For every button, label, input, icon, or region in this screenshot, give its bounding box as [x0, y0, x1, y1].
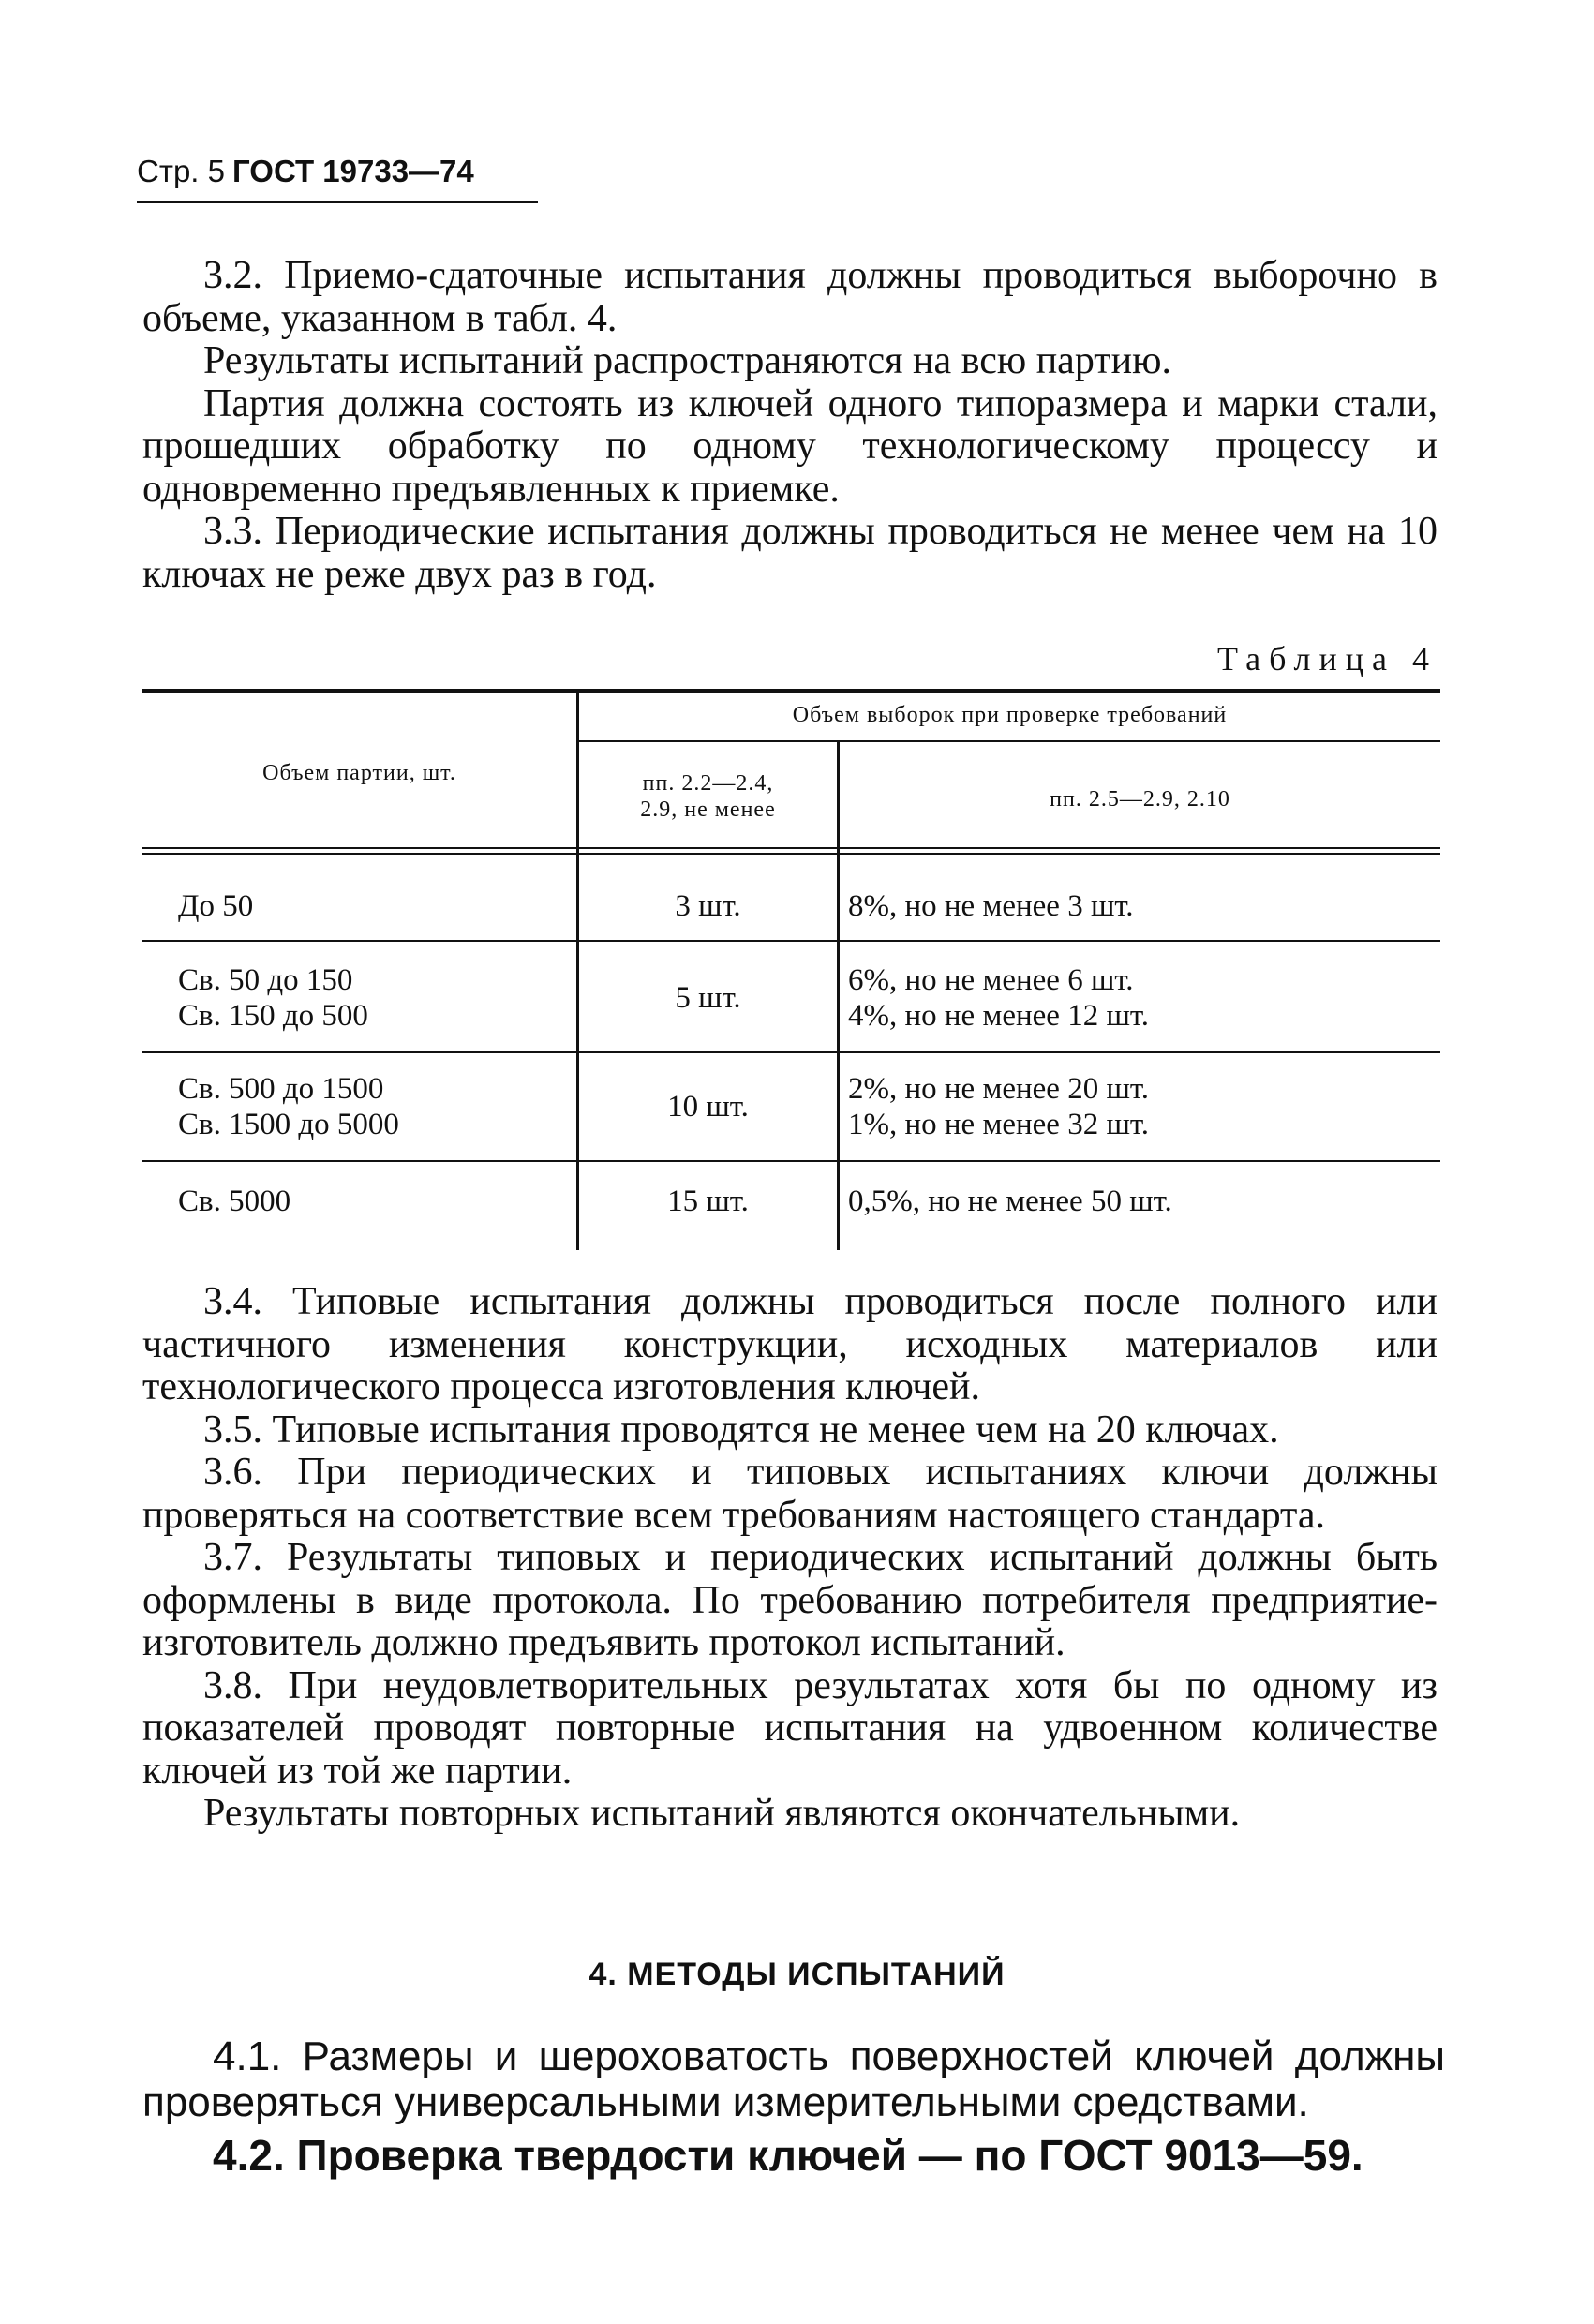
table-cell: 6%, но не менее 6 шт. 4%, но не менее 12 шт.: [848, 963, 1150, 1033]
header-bottom-rule-1: [142, 847, 1440, 849]
group-header-rule: [579, 740, 1440, 742]
page-number: Стр. 5: [137, 154, 225, 188]
section4-text: [142, 2034, 1445, 2179]
row-rule-3: [142, 1160, 1440, 1162]
table-row: Св. 5000: [178, 1184, 291, 1218]
table-cell: 3 шт.: [675, 889, 741, 923]
table-cell: 0,5%, но не менее 50 шт.: [848, 1184, 1172, 1218]
paragraph-3-4: 3.4. Типовые испытания должны проводиться после полного или частичного изменения конструкции, исходных материалов или технологического процесса изготовления ключей.: [142, 1280, 1438, 1408]
table-row: Св. 50 до 150 Св. 150 до 500: [178, 963, 368, 1033]
table-row: Св. 500 до 1500 Св. 1500 до 5000: [178, 1072, 399, 1141]
standard-number: ГОСТ 19733—74: [232, 154, 474, 188]
group-header: Объем выборок при проверке требований: [792, 703, 1228, 727]
paragraph-4-2: 4.2. Проверка твердости ключей — по ГОСТ 9013—59.: [213, 2131, 1363, 2180]
paragraph-3-3: 3.3. Периодические испытания должны проводиться не менее чем на 10 ключах не реже двух раз в год.: [142, 510, 1438, 596]
table-top-rule: [142, 689, 1440, 693]
paragraph-4-1: 4.1. Размеры и шероховатость поверхностей ключей должны проверяться универсальными измерительными средствами.: [142, 2034, 1445, 2125]
paragraph-3-6: 3.6. При периодических и типовых испытаниях ключи должны проверяться на соответствие всем требованиям настоящего стандарта.: [142, 1451, 1438, 1537]
paragraph-3-8: 3.8. При неудовлетворительных результатах хотя бы по одному из показателей проводят повторные испытания на удвоенном количестве ключей из той же партии.: [142, 1663, 1438, 1793]
col-header-2: пп. 2.2—2.4, 2.9, не менее: [640, 771, 776, 822]
paragraph-3-2: 3.2. Приемо-сдаточные испытания должны проводиться выборочно в объеме, указанном в табл. 4.: [142, 254, 1438, 340]
table-cell: 8%, но не менее 3 шт.: [848, 889, 1134, 923]
table-caption: Таблица 4: [1217, 640, 1438, 678]
table-cell: 5 шт.: [675, 981, 741, 1015]
row-rule-1: [142, 940, 1440, 942]
col-header-batch: Объем партии, шт.: [262, 761, 456, 785]
table-cell: 15 шт.: [667, 1184, 749, 1218]
row-rule-2: [142, 1051, 1440, 1053]
paragraph-results: Результаты испытаний распространяются на всю партию.: [203, 339, 1171, 382]
column-divider-2: [837, 742, 840, 1250]
table-row: До 50: [178, 889, 254, 923]
table-cell: 10 шт.: [667, 1090, 749, 1124]
paragraph-3-7: 3.7. Результаты типовых и периодических испытаний должны быть оформлены в виде протокола. По требованию потребителя предприятие-изготовитель должно предъявить протокол испытаний.: [142, 1536, 1438, 1664]
col-header-3: пп. 2.5—2.9, 2.10: [1050, 787, 1230, 812]
paragraph-final-results: Результаты повторных испытаний являются окончательными.: [203, 1792, 1241, 1835]
paragraph-batch: Партия должна состоять из ключей одного типоразмера и марки стали, прошедших обработку по одному технологическому процессу и одновременно предъявленных к приемке.: [142, 381, 1438, 511]
paragraph-3-5: 3.5. Типовые испытания проводятся не менее чем на 20 ключах.: [203, 1408, 1279, 1452]
header-bottom-rule-2: [142, 853, 1440, 855]
table-cell: 2%, но не менее 20 шт. 1%, но не менее 32 шт.: [848, 1072, 1150, 1141]
section4-title: 4. МЕТОДЫ ИСПЫТАНИЙ: [588, 1957, 1006, 1992]
section3b-text: [142, 1281, 1438, 1836]
